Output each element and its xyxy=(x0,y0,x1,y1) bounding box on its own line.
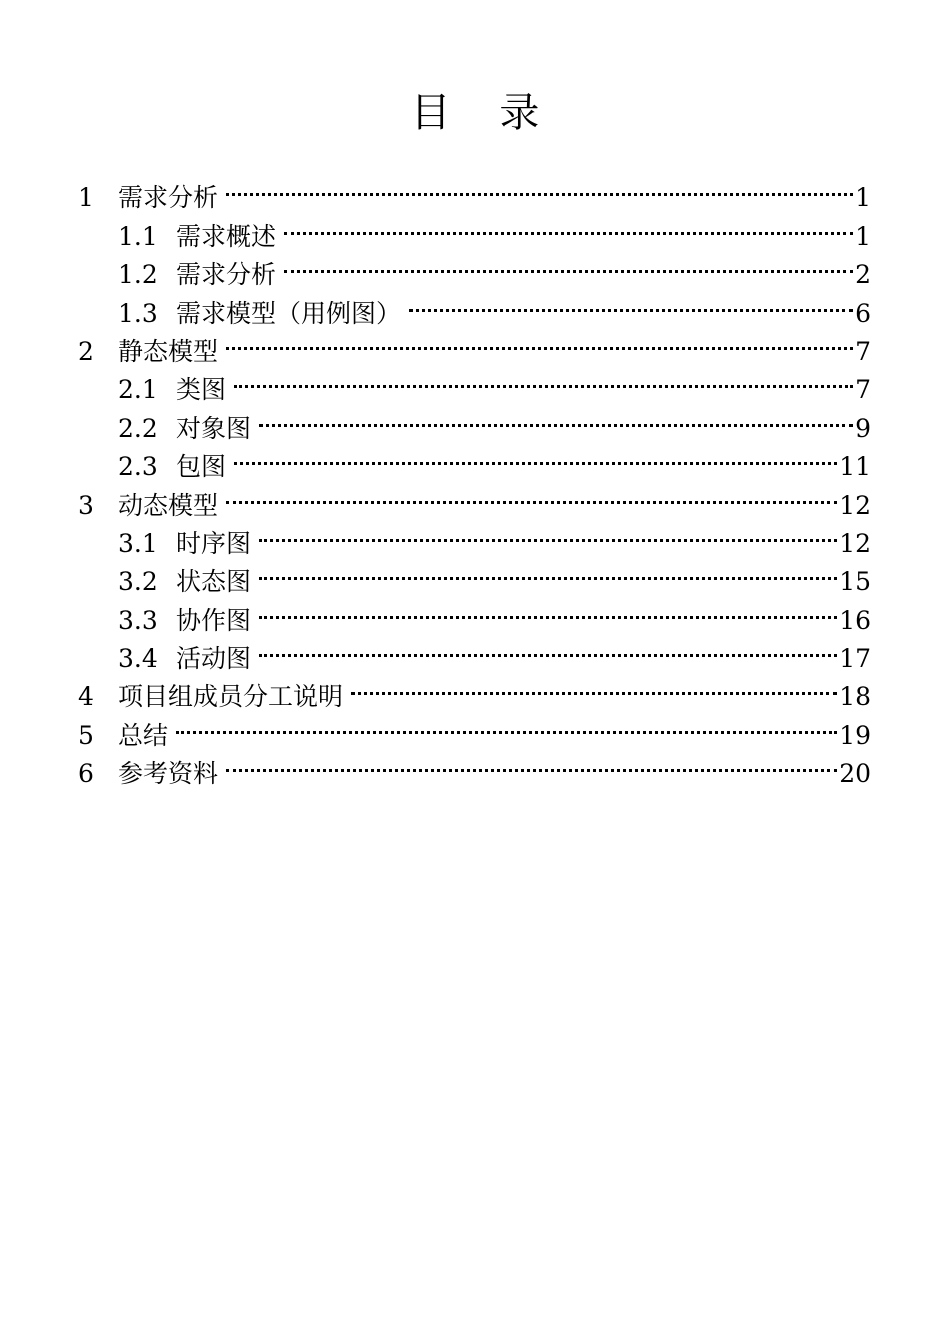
toc-entry-page: 11 xyxy=(839,452,871,482)
page-title: 目 录 xyxy=(410,90,558,136)
toc-leader-dots xyxy=(284,206,853,244)
toc-entry-number: 2.1 xyxy=(118,375,158,405)
toc-entry-title: 对象图 xyxy=(176,413,252,443)
toc-entry-page: 2 xyxy=(855,260,871,290)
toc-leader-dots xyxy=(176,705,837,743)
toc-entry-title: 类图 xyxy=(176,375,227,405)
toc-entry-page: 17 xyxy=(839,644,871,674)
toc-entry-title: 包图 xyxy=(176,452,227,482)
toc-entry-title: 总结 xyxy=(118,720,169,750)
toc-entry-page: 7 xyxy=(855,336,871,366)
toc-entry[interactable] xyxy=(78,168,871,213)
toc-leader-dots xyxy=(351,667,837,705)
toc-leader-dots xyxy=(259,514,837,552)
toc-entry-title: 协作图 xyxy=(176,605,252,635)
toc-leader-dots xyxy=(259,590,837,628)
toc-entry-number: 3 xyxy=(78,490,94,520)
toc-entry-page: 12 xyxy=(839,528,871,558)
toc-entry-page: 1 xyxy=(855,221,871,251)
toc-leader-dots xyxy=(259,398,853,436)
toc-entry-title: 时序图 xyxy=(176,528,252,558)
toc-leader-dots xyxy=(259,629,837,667)
toc-entry-number: 6 xyxy=(78,759,94,789)
toc-entry-title: 需求模型（用例图） xyxy=(176,298,402,328)
toc-entry-page: 18 xyxy=(839,682,871,712)
toc-entry-title: 需求分析 xyxy=(176,260,277,290)
toc-entry-page: 7 xyxy=(855,375,871,405)
toc-leader-dots xyxy=(226,744,837,782)
toc-entry-number: 2.2 xyxy=(118,413,158,443)
toc-entry-page: 9 xyxy=(855,413,871,443)
toc-entry-number: 1 xyxy=(78,183,94,213)
toc-entry-page: 19 xyxy=(839,720,871,750)
toc-entry-number: 3.1 xyxy=(118,528,158,558)
toc-entry-number: 1.3 xyxy=(118,298,158,328)
toc-entry-number: 3.2 xyxy=(118,567,158,597)
toc-entry-number: 3.3 xyxy=(118,605,158,635)
toc-leader-dots xyxy=(226,475,837,513)
toc-leader-dots xyxy=(226,168,853,206)
toc-entry-title: 动态模型 xyxy=(118,490,219,520)
toc-entry-title: 需求概述 xyxy=(176,221,277,251)
toc-entry-number: 3.4 xyxy=(118,644,158,674)
toc-entry-number: 5 xyxy=(78,720,94,750)
toc-leader-dots xyxy=(226,322,853,360)
toc-entry-page: 1 xyxy=(855,183,871,213)
toc-leader-dots xyxy=(409,283,853,321)
toc-entry-title: 静态模型 xyxy=(118,336,219,366)
toc-entry-number: 4 xyxy=(78,682,94,712)
toc-leader-dots xyxy=(284,245,853,283)
table-of-contents xyxy=(78,168,871,789)
toc-leader-dots xyxy=(259,552,837,590)
toc-entry-number: 1.2 xyxy=(118,260,158,290)
toc-entry-title: 项目组成员分工说明 xyxy=(118,682,344,712)
toc-entry-number: 2 xyxy=(78,336,94,366)
toc-entry[interactable] xyxy=(78,744,871,789)
toc-entry-number: 2.3 xyxy=(118,452,158,482)
toc-entry-title: 状态图 xyxy=(176,567,252,597)
toc-entry-page: 15 xyxy=(839,567,871,597)
toc-entry-number: 1.1 xyxy=(118,221,158,251)
toc-entry-page: 20 xyxy=(839,759,871,789)
toc-leader-dots xyxy=(234,437,837,475)
toc-entry-title: 需求分析 xyxy=(118,183,219,213)
toc-entry-page: 16 xyxy=(839,605,871,635)
toc-leader-dots xyxy=(234,360,853,398)
toc-entry-title: 参考资料 xyxy=(118,759,219,789)
toc-entry-page: 6 xyxy=(855,298,871,328)
toc-entry-page: 12 xyxy=(839,490,871,520)
toc-entry-title: 活动图 xyxy=(176,644,252,674)
toc-entry[interactable] xyxy=(78,705,871,750)
